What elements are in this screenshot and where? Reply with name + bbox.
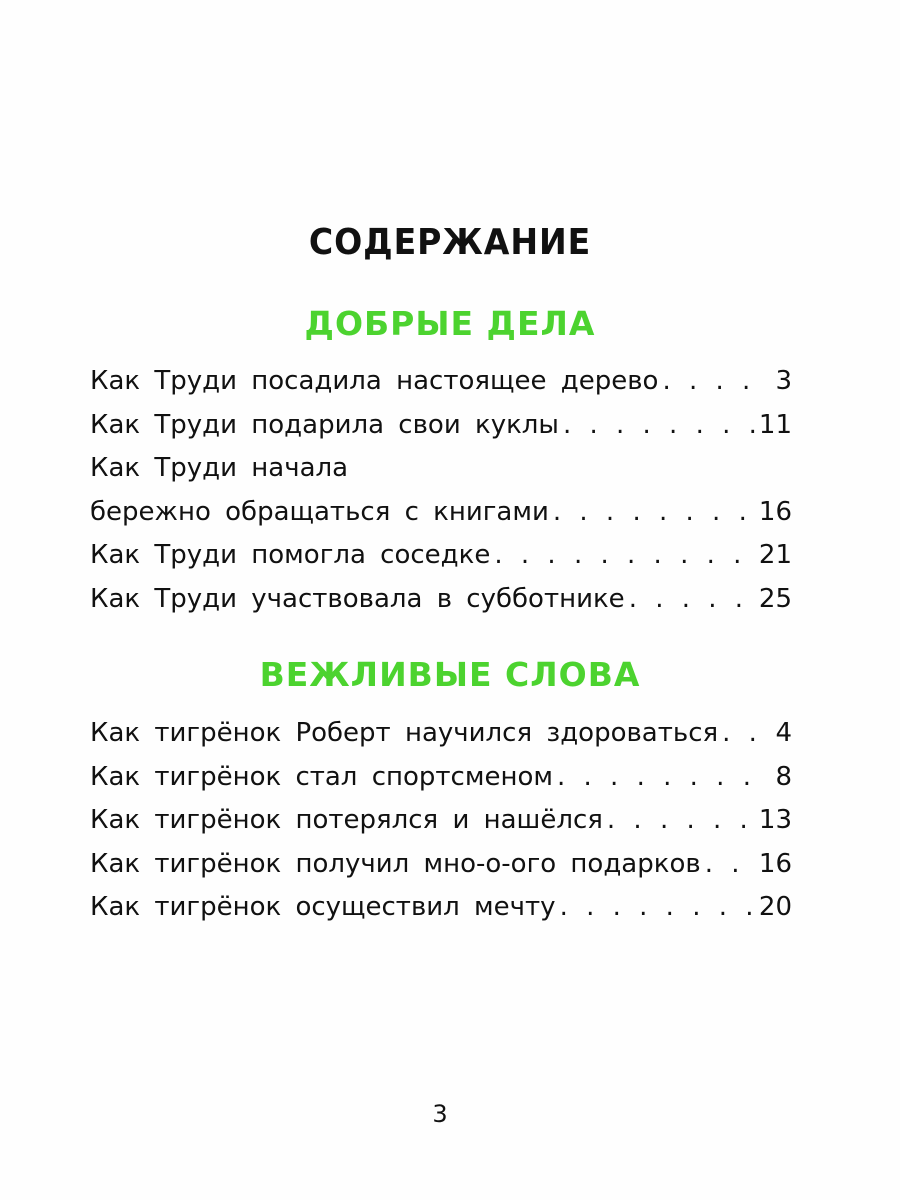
toc-leader-dots: [557, 756, 771, 800]
toc-entry-title: Как Труди подарила свои куклы: [90, 409, 559, 440]
toc-entry: [90, 756, 792, 800]
toc-list-good-deeds: [90, 360, 792, 621]
toc-entry: [90, 360, 792, 404]
toc-leader-dots: [662, 360, 771, 404]
toc-entry-title: Как Труди начала: [90, 453, 349, 483]
toc-entry-page: 16: [758, 496, 792, 527]
toc-entry: [90, 534, 792, 578]
toc-entry-title: Как тигрёнок стал спортсменом: [90, 761, 553, 792]
toc-leader-dots: [494, 534, 755, 578]
toc-leader-dots: [563, 404, 755, 448]
toc-entry-title: Как тигрёнок Роберт научился здороваться: [90, 718, 719, 748]
page-title: СОДЕРЖАНИЕ: [308, 222, 592, 263]
toc-entry-title: Как Труди посадила настоящее дерево: [90, 366, 659, 396]
section-heading-good-deeds: ДОБРЫЕ ДЕЛА: [304, 304, 596, 343]
toc-leader-dots: [560, 886, 755, 930]
toc-entry-page: 3: [775, 366, 792, 396]
toc-entry-title: Как Труди участвовала в субботнике: [90, 583, 625, 614]
toc-entry-page: 8: [775, 761, 792, 792]
toc-leader-dots: [553, 491, 755, 535]
toc-entry: [90, 578, 792, 622]
section-heading-polite-words: ВЕЖЛИВЫЕ СЛОВА: [259, 655, 641, 694]
toc-entry-title: Как Труди помогла соседке: [90, 540, 491, 570]
toc-entry: [90, 799, 792, 843]
toc-entry-page: 16: [758, 848, 792, 879]
toc-entry-title: Как тигрёнок осуществил мечту: [90, 892, 556, 922]
toc-entry-page: 13: [758, 805, 792, 835]
toc-entry-page: 20: [758, 892, 792, 922]
toc-entry-title: Как тигрёнок получил мно-о-ого подарков: [90, 848, 701, 879]
toc-leader-dots: [607, 799, 755, 843]
toc-entry: [90, 843, 792, 887]
toc-list-polite-words: [90, 712, 792, 930]
toc-leader-dots: [722, 712, 771, 756]
toc-entry-title: бережно обращаться с книгами: [90, 496, 549, 527]
toc-leader-dots: [629, 578, 755, 622]
page-number: 3: [432, 1100, 448, 1128]
toc-entry: [90, 712, 792, 756]
toc-entry: [90, 886, 792, 930]
toc-leader-dots: [705, 843, 755, 887]
toc-entry-page: 11: [758, 409, 792, 440]
toc-entry-title: Как тигрёнок потерялся и нашёлся: [90, 805, 603, 835]
toc-entry: [90, 447, 792, 491]
toc-entry-page: 21: [758, 540, 792, 570]
toc-entry-page: 25: [758, 583, 792, 614]
toc-entry-page: 4: [775, 718, 792, 748]
toc-entry: [90, 404, 792, 448]
toc-entry: [90, 491, 792, 535]
